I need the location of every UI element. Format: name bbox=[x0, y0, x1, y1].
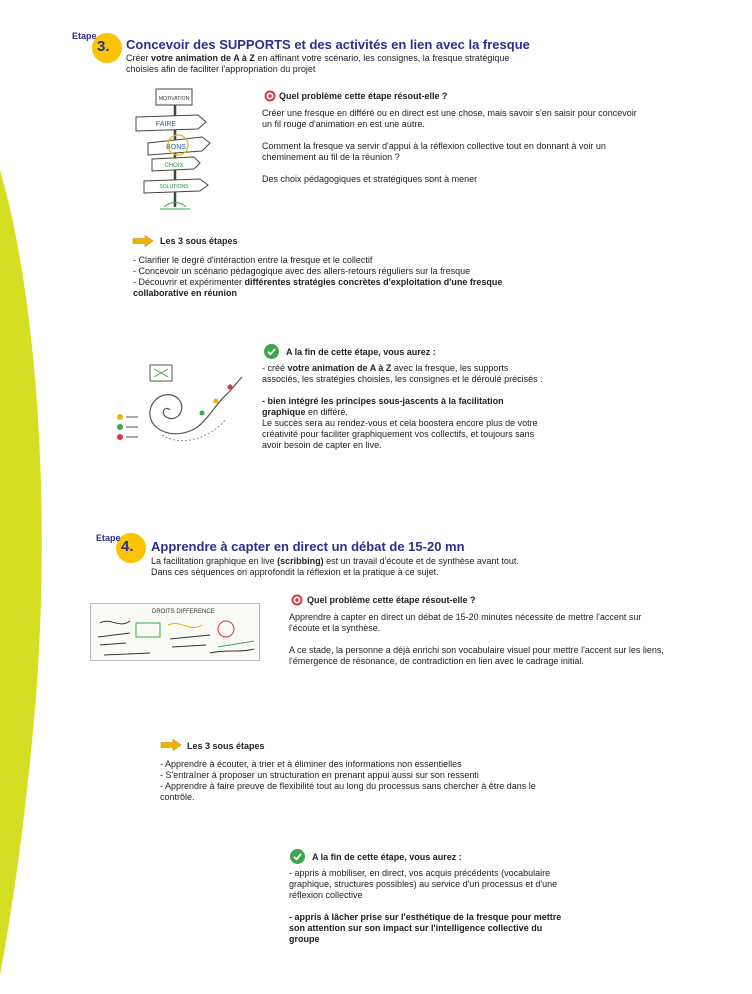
target-icon-2 bbox=[291, 594, 303, 606]
sign-motivation: MOTIVATION bbox=[158, 96, 190, 102]
step3-title: Concevoir des SUPPORTS et des activités en lien avec la fresque bbox=[126, 37, 530, 52]
step4-problem-text: Apprendre à capter en direct un débat de 15-20 minutes nécessite de mettre l'accent sur l'écoute et la synthèse. A ce stade, la personne a déjà enrichi son vocabulaire visuel pour mettre l'accent sur les liens, l'émergence de résonance, de contradiction en lien avec le cadrage initial. bbox=[289, 612, 664, 666]
signpost-illustration bbox=[130, 85, 220, 220]
sign-solutions: SOLUTIONS bbox=[159, 184, 189, 190]
decorative-green-leaf bbox=[0, 0, 60, 994]
step3-substeps-list: - Clarifier le degré d'intéraction entre la fresque et le collectif - Concevoir un scénario pédagogique avec des allers-retours réguliers sur la fresque - Découvrir et expérimenter différentes stratégies concrètes d'exploitation d'une fresque collaborative en réunion bbox=[133, 255, 503, 298]
sketchnote-illustration bbox=[90, 603, 260, 661]
step3-end-heading: A la fin de cette étape, vous aurez : bbox=[286, 347, 436, 357]
arrow-right-icon bbox=[132, 235, 154, 247]
arrow-right-icon-2 bbox=[160, 739, 182, 751]
step3-end-text: - créé votre animation de A à Z avec la fresque, les supports associés, les stratégies choisies, les consignes et le déroulé précisés . - bien intégré les principes sous-jascents à la facilitation graphique en différé. Le succès sera au rendez-vous et cela boostera encore plus de votre créativité pour faciliter graphiquement vos collectifs, et toujours sans avoir besoin de capter en live. bbox=[262, 363, 543, 450]
step3-intro: Créer votre animation de A à Z en affinant votre scénario, les consignes, la fresque stratégique choisies afin de faciliter l'appropriation du projet bbox=[126, 53, 510, 74]
step4-badge-label: Etape bbox=[96, 533, 121, 543]
step4-problem-heading: Quel problème cette étape résout-elle ? bbox=[307, 595, 476, 605]
target-icon bbox=[264, 90, 276, 102]
step4-intro: La facilitation graphique en live (scribbing) est un travail d'écoute et de synthèse avant tout. Dans ces séquences on approfondit la réflexion et la pratique à ce sujet. bbox=[151, 556, 519, 577]
check-circle-icon bbox=[264, 344, 279, 359]
step4-end-heading: A la fin de cette étape, vous aurez : bbox=[312, 852, 462, 862]
sketch-title: DROITS DIFFERENCE bbox=[152, 609, 215, 615]
step4-badge-number: 4. bbox=[121, 538, 134, 555]
step3-substeps-heading: Les 3 sous étapes bbox=[160, 236, 238, 246]
step4-substeps-heading: Les 3 sous étapes bbox=[187, 741, 265, 751]
spiral-path-illustration bbox=[110, 355, 245, 455]
step4-title: Apprendre à capter en direct un débat de 15-20 mn bbox=[151, 539, 465, 554]
step4-end-text: - appris à mobiliser, en direct, vos acquis précédents (vocabulaire graphique, structures possibles) au service d'un processus et d'une réflexion collective - appris à lâcher prise sur l'esthétique de la fresque pour mettre son attention sur son impact sur l'intelligence collective du groupe bbox=[289, 868, 562, 944]
sign-bons: BONS bbox=[166, 144, 186, 151]
step3-problem-text: Créer une fresque en différé ou en direct est une chose, mais savoir s'en saisir pour concevoir un fil rouge d'animation en est une autre. Comment la fresque va servir d'appui à la réflexion collective tout en donnant à voir un cheminement au fil de la réunion ? Des choix pédagogiques et stratégiques sont à mener bbox=[262, 108, 637, 184]
sign-faire: FAIRE bbox=[155, 121, 177, 128]
step3-badge-label: Etape bbox=[72, 31, 97, 41]
check-circle-icon-2 bbox=[290, 849, 305, 864]
step3-problem-heading: Quel problème cette étape résout-elle ? bbox=[279, 91, 448, 101]
sign-choix: CHOIX bbox=[164, 163, 184, 169]
step4-substeps-list: - Apprendre à écouter, à trier et à éliminer des informations non essentielles - S'entraîner à proposer un structuration en prenant appui aussi sur son ressenti - Apprendre à faire preuve de flexibilité tout au long du processus sans chercher à être dans le contrôle. bbox=[160, 759, 536, 802]
step3-badge-number: 3. bbox=[97, 38, 110, 55]
